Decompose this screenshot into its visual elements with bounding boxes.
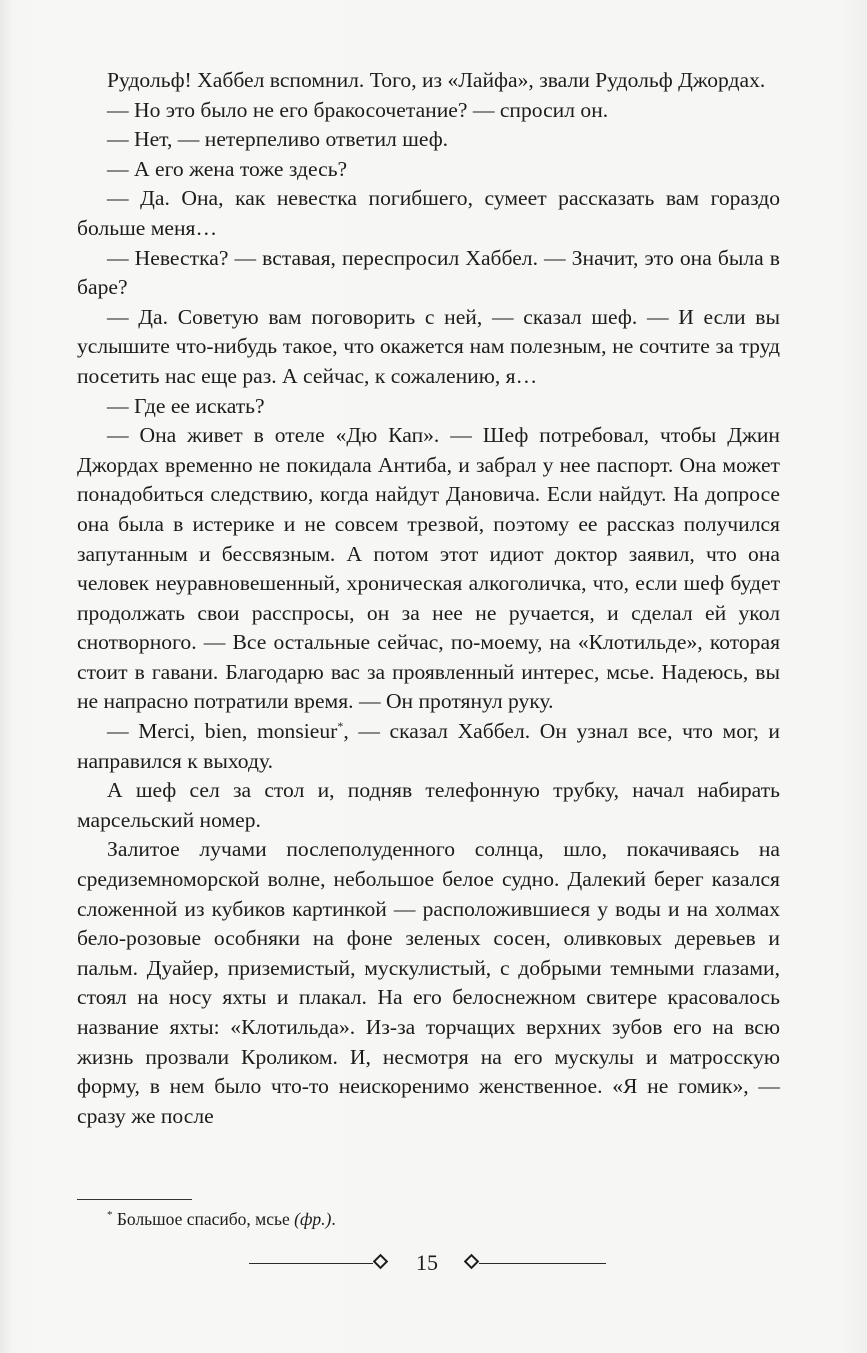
footnote-ref-marker: * bbox=[337, 718, 344, 733]
footnote-end: . bbox=[331, 1209, 336, 1229]
paragraph-merci bbox=[77, 717, 780, 776]
merci-text: — Merci, bien, monsieur bbox=[107, 719, 338, 744]
footnote bbox=[107, 1207, 336, 1231]
footnote-text: Большое спасибо, мсье bbox=[112, 1209, 295, 1229]
paragraph-6: — Невестка? — вставая, переспросил Хаббел. — Значит, это она была в баре? bbox=[77, 245, 780, 300]
paragraph-11: А шеф сел за стол и, подняв телефонную трубку, начал набирать марсельский номер. bbox=[77, 778, 780, 832]
paragraph-5: — Да. Она, как невестка погибшего, сумеет рассказать вам гораздо больше меня… bbox=[77, 186, 780, 240]
paragraph-2: — Но это было не его бракосочетание? — спросил он. bbox=[107, 97, 609, 122]
paragraph-1: Рудольф! Хаббел вспомнил. Того, из «Лайфа», звали Рудольф Джордах. bbox=[107, 68, 766, 92]
paragraph-7: — Да. Советую вам поговорить с ней, — сказал шеф. — И если вы услышите что-нибудь такое, что окажется нам полезным, не сочтите за труд посетить нас еще раз. А сейчас, к сожалению, я… bbox=[77, 304, 780, 388]
paragraph-4: — А его жена тоже здесь? bbox=[107, 156, 348, 181]
paragraph-12: Залитое лучами послеполуденного солнца, шло, покачиваясь на средиземноморской волне, небольшое белое судно. Далекий берег казался сложенной из кубиков картинкой — расположившиеся у воды и на холмах бело-розовые особняки на фоне зеленых сосен, оливковых деревьев и пальм. Дуайер, приземистый, мускулистый, с добрыми темными глазами, стоял на носу яхты и плакал. На его белоснежном свитере красовалось название яхты: «Клотильда». Из-за торчащих верхних зубов его на всю жизнь прозвали Кроликом. И, несмотря на его мускулы и матросскую форму, в нем было что-то неискоренимо женственное. «Я не гомик», — сразу же после bbox=[77, 837, 780, 1128]
folio-rule-right bbox=[479, 1263, 606, 1264]
diamond-ornament-right-icon bbox=[464, 1254, 480, 1270]
diamond-ornament-left-icon bbox=[373, 1254, 389, 1270]
paragraph-8: — Где ее искать? bbox=[107, 393, 265, 418]
footnote-divider bbox=[77, 1199, 192, 1200]
folio-rule-left bbox=[249, 1263, 373, 1264]
paragraph-9: — Она живет в отеле «Дю Кап». — Шеф потребовал, чтобы Джин Джордах временно не покидала Антиба, и забрал у нее паспорт. Она может понадобиться следствию, когда найдут Дановича. Если найдут. На допросе она была в истерике и не совсем трезвой, поэтому ее рассказ получился запутанным и бессвязным. А потом этот идиот доктор заявил, что она человек неуравновешенный, хроническая алкоголичка, что, если шеф будет продолжать свои расспросы, он за нее не ручается, и сделал ей укол снотворного. — Все остальные сейчас, по-моему, на «Клотильде», которая стоит в гавани. Благодарю вас за проявленный интерес, мсье. Надеюсь, вы не напрасно потратили время. — Он протянул руку. bbox=[77, 423, 780, 714]
page-folio bbox=[0, 1248, 867, 1278]
paragraph-3: — Нет, — нетерпеливо ответил шеф. bbox=[107, 127, 449, 152]
body-text bbox=[77, 66, 780, 1131]
footnote-marker: * bbox=[107, 1209, 113, 1222]
footnote-language: (фр.) bbox=[294, 1209, 332, 1229]
merci-text-rest: , — сказал Хаббел. Он узнал все, что мог, и направился к выходу. bbox=[77, 719, 780, 773]
page-number: 15 bbox=[416, 1250, 438, 1275]
